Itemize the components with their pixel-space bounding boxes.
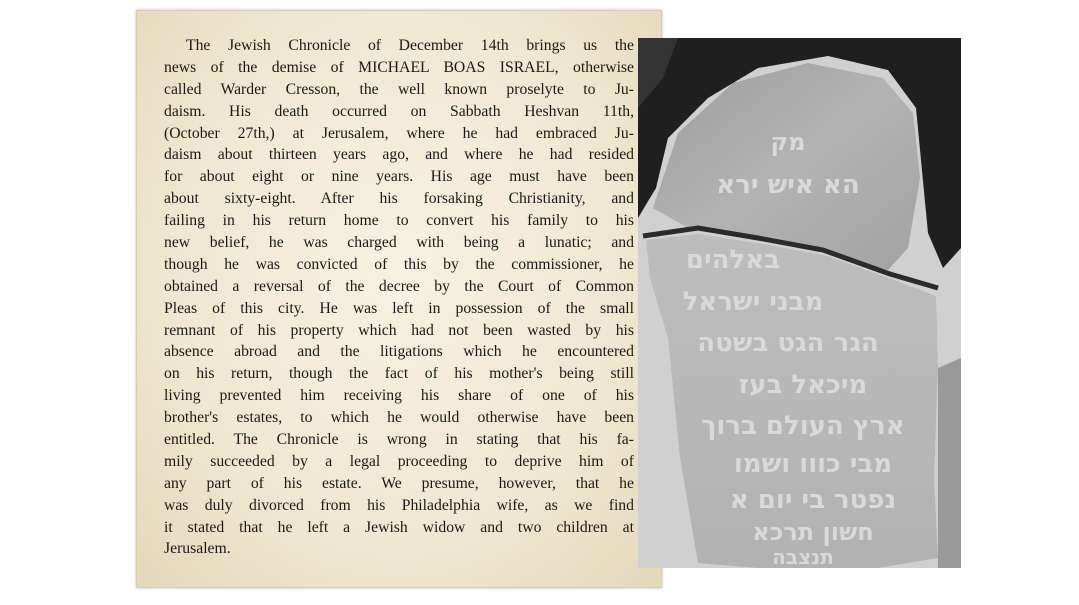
- article-line: new belief, he was charged with being a lunatic; and: [164, 234, 634, 252]
- inscription-line: הגר הגט בשטה: [697, 328, 879, 358]
- inscription-line: מבני ישראל: [682, 287, 824, 317]
- article-line: any part of his estate. We presume, however, that he: [164, 474, 634, 492]
- inscription-line: מק: [770, 128, 806, 156]
- article-line: (October 27th,) at Jerusalem, where he had embraced Ju-: [164, 124, 634, 142]
- article-line: mily succeeded by a legal proceeding to deprive him of: [164, 452, 634, 470]
- article-line: living prevented him receiving his share of one of his: [164, 387, 634, 405]
- newspaper-clipping: [136, 10, 662, 588]
- article-line: news of the demise of MICHAEL BOAS ISRAEL, otherwise: [164, 58, 634, 76]
- article-line: Pleas of this city. He was left in possession of the small: [164, 299, 634, 317]
- article-line: absence abroad and the litigations which he encountered: [164, 343, 634, 361]
- article-text: [164, 35, 634, 560]
- tombstone-photo: [638, 38, 961, 568]
- article-line: for about eight or nine years. His age must have been: [164, 168, 634, 186]
- article-line: was duly divorced from his Philadelphia wife, as we find: [164, 496, 634, 514]
- inscription-line: נפטר בי יום א: [729, 485, 897, 515]
- inscription-line: חשון תרכא: [752, 518, 874, 546]
- article-line: about sixty-eight. After his forsaking Christianity, and: [164, 190, 634, 208]
- article-line: daism. His death occurred on Sabbath Heshvan 11th,: [164, 102, 634, 120]
- article-line: The Jewish Chronicle of December 14th brings us the: [186, 37, 634, 54]
- article-line: on his return, though the fact of his mother's being still: [164, 365, 634, 383]
- article-line: called Warder Cresson, the well known proselyte to Ju-: [164, 80, 634, 98]
- inscription-line: מבי כווו ושמו: [733, 449, 893, 479]
- article-line: brother's estates, to which he would otherwise have been: [164, 409, 634, 427]
- inscription-line: מיכאל בעז: [738, 370, 868, 400]
- article-line: failing in his return home to convert his family to his: [164, 212, 634, 230]
- article-line: obtained a reversal of the decree by the Court of Common: [164, 277, 634, 295]
- article-line: though he was convicted of this by the commissioner, he: [164, 255, 634, 273]
- article-line: Jerusalem.: [164, 540, 231, 558]
- inscription-line: תנצבה: [772, 545, 834, 568]
- inscription-line: ארץ העולם ברוך: [701, 411, 905, 441]
- article-line: remnant of his property which had not been wasted by his: [164, 321, 634, 339]
- article-line: daism about thirteen years ago, and where he had resided: [164, 146, 634, 164]
- inscription-line: באלהים: [685, 245, 781, 275]
- article-line: it stated that he left a Jewish widow and two children at: [164, 518, 634, 536]
- article-line: entitled. The Chronicle is wrong in stating that his fa-: [164, 431, 634, 449]
- inscription-line: הא איש ירא: [716, 170, 860, 200]
- tombstone-image: [638, 38, 961, 568]
